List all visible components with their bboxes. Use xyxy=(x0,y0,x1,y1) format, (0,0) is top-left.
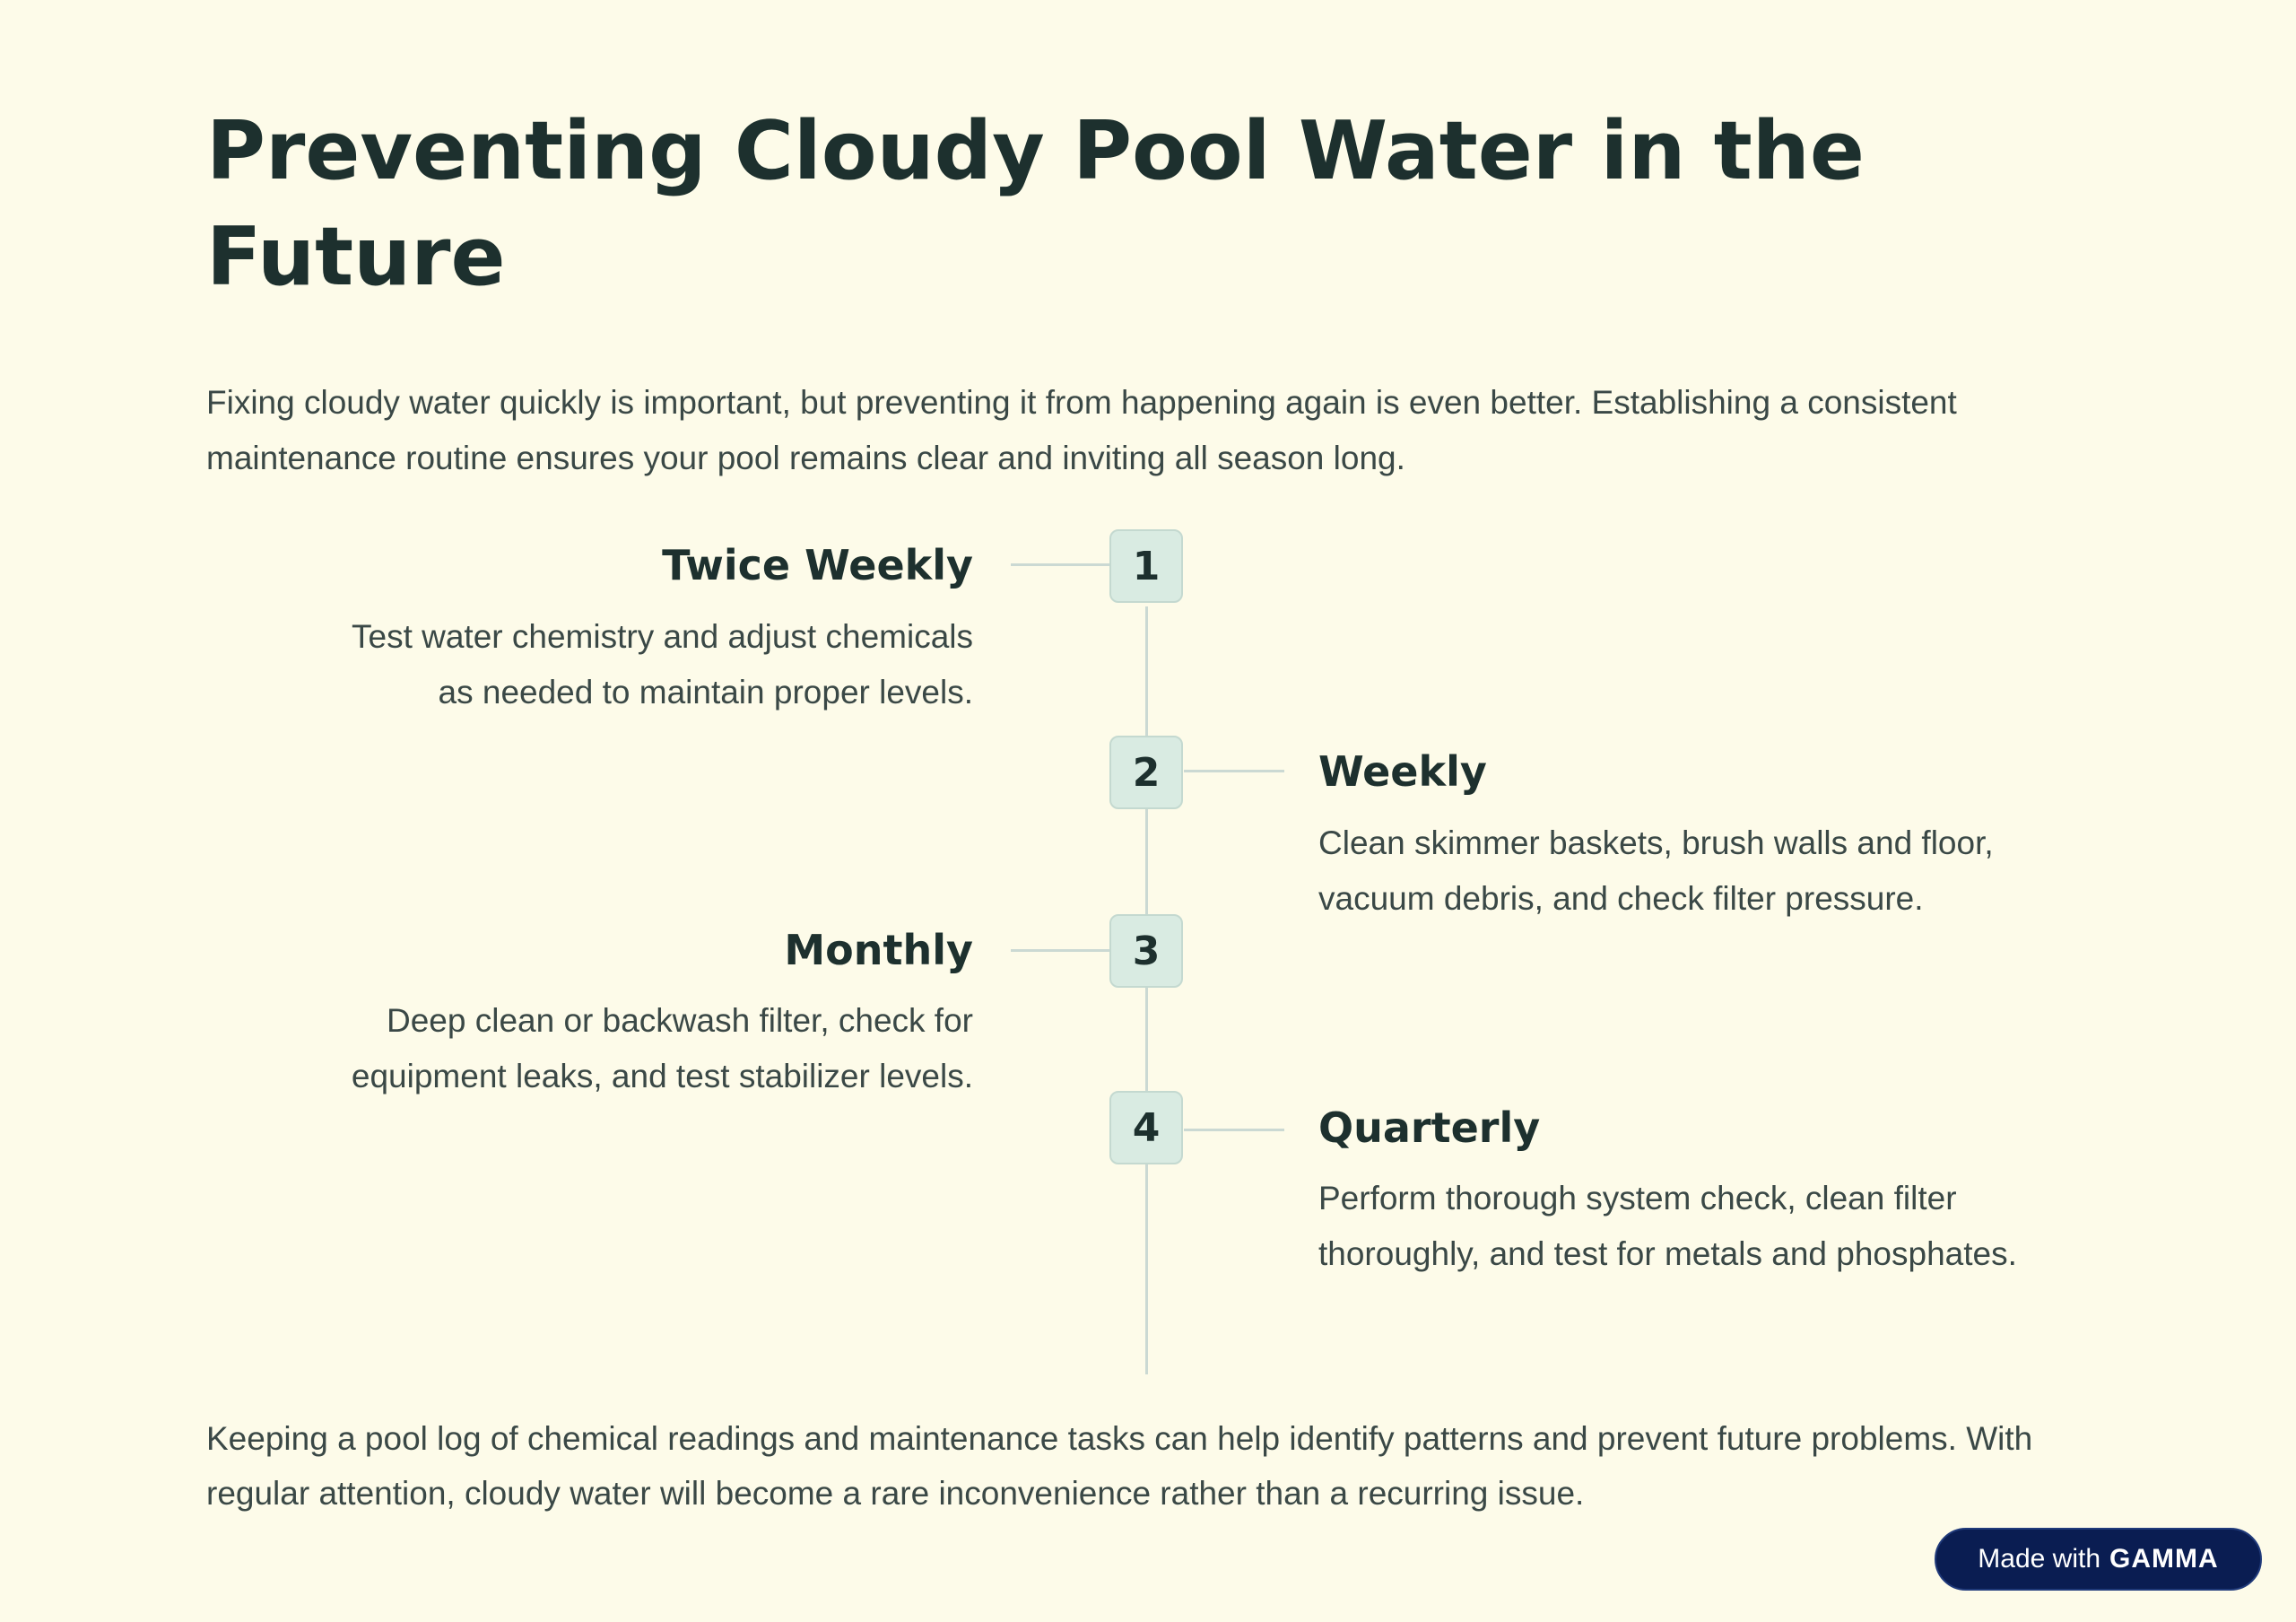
gamma-logo: GAMMA xyxy=(2109,1544,2219,1574)
timeline-connector-4 xyxy=(1184,1129,1284,1131)
step-number-2: 2 xyxy=(1109,736,1183,809)
intro-paragraph: Fixing cloudy water quickly is important, but preventing it from happening again is even better. Establishing a consistent maintenance routine ensures your pool remains clear and inviting all season long. xyxy=(206,384,1957,476)
timeline-connector-2 xyxy=(1184,770,1284,772)
outro-paragraph: Keeping a pool log of chemical readings and maintenance tasks can help identify patterns and prevent future problems. With regular attention, cloudy water will become a rare inconvenience rather than a recurring issue. xyxy=(206,1420,2033,1512)
step-number-1: 1 xyxy=(1109,529,1183,603)
made-with-gamma-badge[interactable] xyxy=(1935,1528,2262,1591)
step-description-2: Clean skimmer baskets, brush walls and floor, vacuum debris, and check filter pressure. xyxy=(1318,824,1994,917)
step-description-1: Test water chemistry and adjust chemicals as needed to maintain proper levels. xyxy=(352,618,973,711)
timeline-vertical-line xyxy=(1145,606,1148,1374)
step-title-4: Quarterly xyxy=(1318,1103,1541,1152)
step-title-2: Weekly xyxy=(1318,747,1487,796)
step-number-4: 4 xyxy=(1109,1091,1183,1164)
step-description-4: Perform thorough system check, clean filter thoroughly, and test for metals and phosphates. xyxy=(1318,1180,2017,1272)
step-title-3: Monthly xyxy=(784,926,973,974)
step-number-3: 3 xyxy=(1109,914,1183,988)
timeline-connector-1 xyxy=(1011,563,1111,566)
step-title-1: Twice Weekly xyxy=(662,541,973,589)
badge-prefix: Made with xyxy=(1978,1544,2101,1574)
timeline-connector-3 xyxy=(1011,949,1111,952)
step-description-3: Deep clean or backwash filter, check for equipment leaks, and test stabilizer levels. xyxy=(351,1002,973,1094)
page-title: Preventing Cloudy Pool Water in the Future xyxy=(206,104,1865,304)
